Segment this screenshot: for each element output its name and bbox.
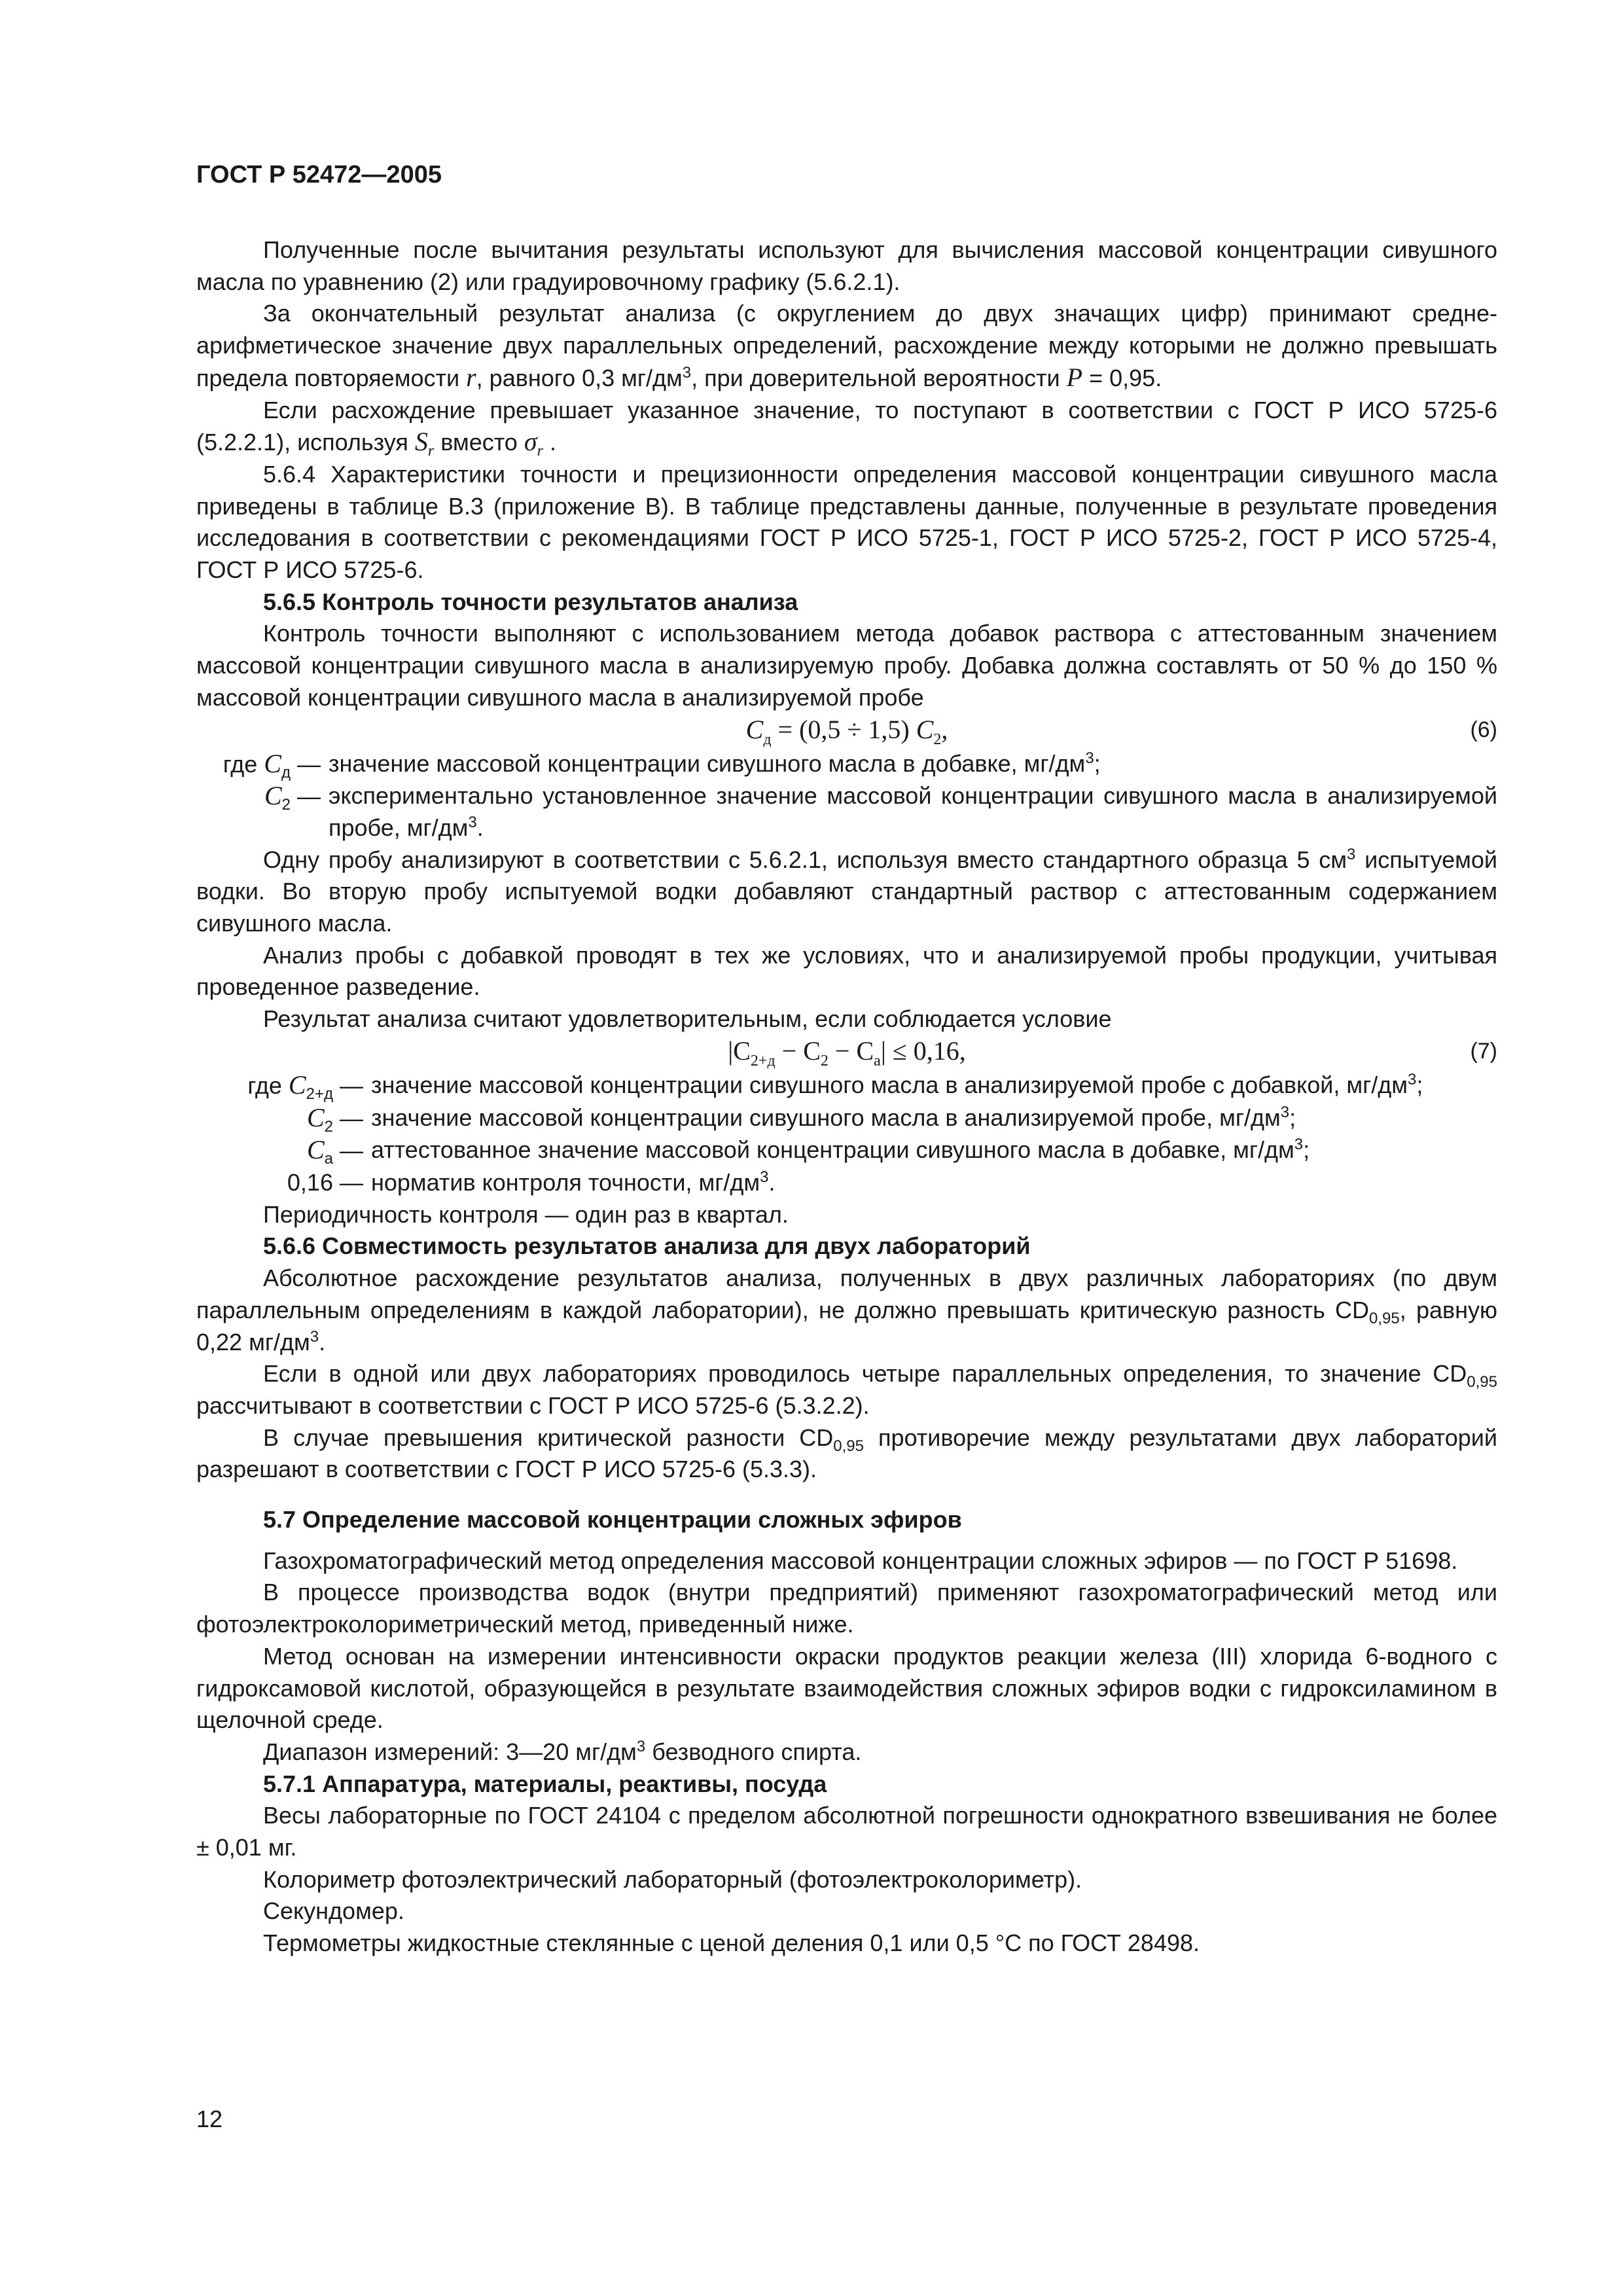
paragraph: Секундомер.	[263, 1897, 404, 1925]
page-body	[196, 157, 1497, 1960]
paragraph: Метод основан на измерении интенсивности окраски продуктов реакции железа (III) хлорида 6-водного с гидроксамовой кислотой, образующейся в результате взаимодействия сложных эфиров водки с гидроксиламином в щелочной среде.	[196, 1642, 1497, 1734]
paragraph: За окончательный результат анализа (с округлением до двух значащих цифр) принимают средне-арифметическое значение двух параллельных определений, расхождение между которыми не должно превышать предела повторяемости r, равного 0,3 $мг/дм^3$, при доверительной вероятности P = 0,95.	[196, 300, 1497, 392]
paragraph: Термометры жидкостные стеклянные с ценой деления 0,1 или 0,5 °С по ГОСТ 28498.	[263, 1929, 1200, 1957]
formula-6: $C_д = (0,5 \div 1,5)$ $C_2$, (6)	[745, 714, 1497, 748]
definitions-6: где $C_д$ — значение массовой концентрации сивушного масла в добавке, $мг/дм^3$; $C_2$ — экспериментально установленное значение массовой концентрации сивушного масла в анализируемой пробе, $мг/дм^3$.	[223, 748, 1497, 841]
paragraph: Если в одной или двух лабораториях проводилось четыре параллельных определения, то значение $CD_{0,95}$ рассчитывают в соответствии с ГОСТ Р ИСО 5725-6 (5.3.2.2).	[196, 1360, 1497, 1419]
formula-number: (6)	[1470, 717, 1497, 742]
paragraph: Диапазон измерений: 3—20 $мг/дм^3$ безводного спирта.	[263, 1737, 862, 1765]
paragraph: Весы лабораторные по ГОСТ 24104 с пределом абсолютной погрешности однократного взвешивания не более ± 0,01 мг.	[196, 1802, 1497, 1861]
paragraph: Абсолютное расхождение результатов анализа, полученных в двух различных лабораториях (по двум параллельным определениям в каждой лаборатории), не должно превышать критическую разность $CD_{0,95}$, равную 0,22 $мг/дм^3$.	[196, 1265, 1497, 1355]
formula-number: (7)	[1470, 1038, 1497, 1064]
document-header: ГОСТ Р 52472—2005	[196, 161, 442, 188]
paragraph: Периодичность контроля — один раз в квартал.	[263, 1200, 789, 1228]
page-number: 12	[196, 2106, 223, 2132]
paragraph: 5.6.4 Характеристики точности и прецизионности определения массовой концентрации сивушного масла приведены в таблице В.3 (приложение В). В таблице представлены данные, полученные в результате проведения исследования в соответствии с рекомендациями ГОСТ Р ИСО 5725-1, ГОСТ Р ИСО 5725-2, ГОСТ Р ИСО 5725-4, ГОСТ Р ИСО 5725-6.	[196, 460, 1497, 584]
paragraph: В случае превышения критической разности $CD_{0,95}$ противоречие между результатами двух лабораторий разрешают в соответствии с ГОСТ Р ИСО 5725-6 (5.3.3).	[196, 1424, 1497, 1483]
paragraph: Одну пробу анализируют в соответствии с 5.6.2.1, используя вместо стандартного образца 5 $см^3$ испытуемой водки. Во вторую пробу испытуемой водки добавляют стандартный раствор с аттестованным содержанием сивушного масла.	[196, 845, 1498, 937]
definitions-7: где $C_{2+д}$ — значение массовой концентрации сивушного масла в анализируемой пробе с добавкой, $мг/дм^3$; $C_2$ — значение массовой концентрации сивушного масла в анализируемой пробе, $мг/дм^3$; $C_a$ — аттестованное значение массовой концентрации сивушного масла в добавке, $мг/дм^3$; 0,16 — норматив контроля точности, $мг/дм^3$.	[247, 1069, 1423, 1196]
section-heading: 5.7 Определение массовой концентрации сложных эфиров	[263, 1506, 962, 1534]
paragraph: Если расхождение превышает указанное значение, то поступают в соответствии с ГОСТ Р ИСО 5725-6 (5.2.2.1), используя $S_r$ вместо $\sigma_r$ .	[196, 396, 1497, 460]
paragraph: Полученные после вычитания результаты используют для вычисления массовой концентрации сивушного масла по уравнению (2) или градуировочному графику (5.6.2.1).	[196, 236, 1497, 295]
paragraph: В процессе производства водок (внутри предприятий) применяют газохроматографический метод или фотоэлектроколориметрический метод, приведенный ниже.	[196, 1579, 1497, 1638]
paragraph: Анализ пробы с добавкой проводят в тех же условиях, что и анализируемой пробы продукции, учитывая проведенное разведение.	[196, 941, 1497, 1001]
paragraph: Результат анализа считают удовлетворительным, если соблюдается условие	[263, 1005, 1112, 1033]
section-heading: 5.6.5 Контроль точности результатов анализа	[263, 588, 798, 615]
paragraph: Контроль точности выполняют с использованием метода добавок раствора с аттестованным значением массовой концентрации сивушного масла в анализируемую пробу. Добавка должна составлять от 50 % до 150 % массовой концентрации сивушного масла в анализируемой пробе	[196, 620, 1497, 711]
section-heading: 5.6.6 Совместимость результатов анализа для двух лабораторий	[263, 1232, 1031, 1260]
section-heading: 5.7.1 Аппаратура, материалы, реактивы, посуда	[263, 1770, 827, 1797]
formula-7: $|C_{2+д} - C_2 - C_a| \le 0,16$, (7)	[728, 1035, 1497, 1069]
paragraph: Колориметр фотоэлектрический лабораторный (фотоэлектроколориметр).	[263, 1865, 1082, 1893]
paragraph: Газохроматографический метод определения массовой концентрации сложных эфиров — по ГОСТ Р 51698.	[263, 1547, 1458, 1574]
